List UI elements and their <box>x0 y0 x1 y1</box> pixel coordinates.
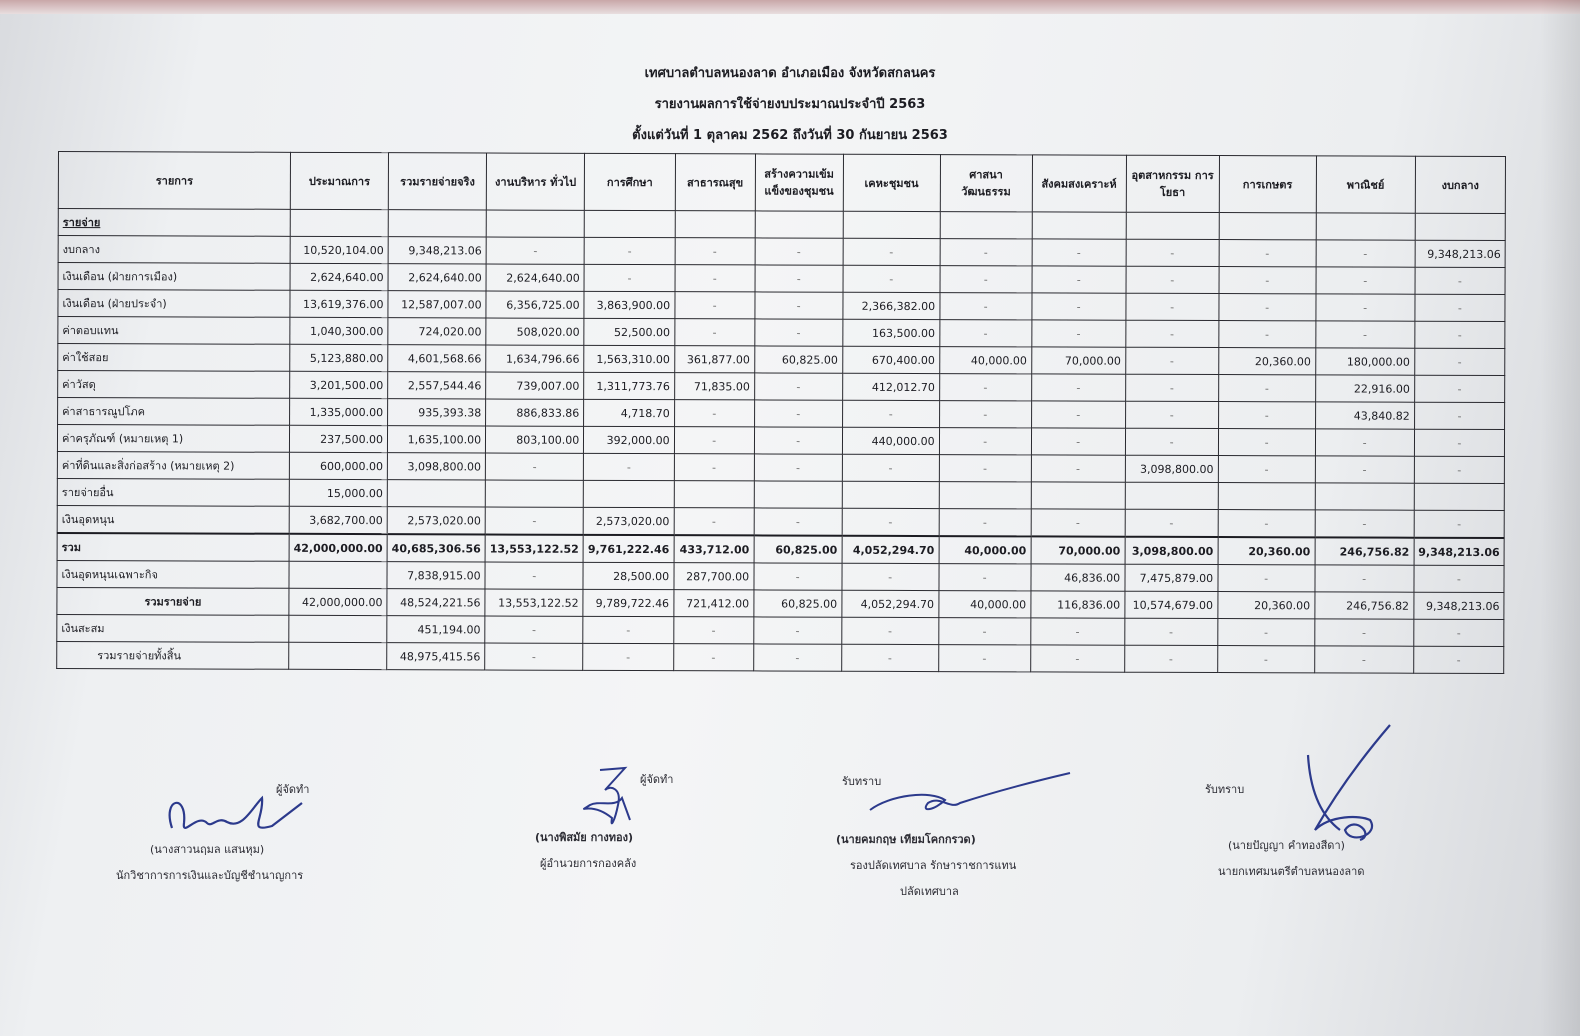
table-cell <box>754 481 842 508</box>
table-cell: - <box>674 427 754 454</box>
signature-1-position: นักวิชาการการเงินและบัญชีชำนาญการ <box>116 869 304 882</box>
table-cell <box>486 210 584 237</box>
table-cell: 287,700.00 <box>674 563 754 590</box>
table-cell: - <box>753 617 841 644</box>
table-cell: - <box>1125 320 1218 347</box>
signature-4-role: รับทราบ <box>1205 783 1245 796</box>
table-cell: 10,520,104.00 <box>290 236 388 263</box>
column-header: งานบริหาร ทั่วไป <box>486 153 584 210</box>
table-cell: 2,624,640.00 <box>290 263 388 290</box>
column-header: สังคมสงเคราะห์ <box>1032 155 1126 212</box>
table-cell: - <box>841 644 938 671</box>
table-cell: 803,100.00 <box>486 426 584 453</box>
table-cell <box>755 211 843 238</box>
table-cell: - <box>842 454 939 481</box>
table-cell: - <box>939 428 1031 455</box>
table-cell: - <box>675 238 755 265</box>
table-cell: - <box>675 265 755 292</box>
table-cell: 70,000.00 <box>1031 347 1125 374</box>
table-cell <box>387 480 485 507</box>
table-cell: - <box>755 265 843 292</box>
table-cell: 1,311,773.76 <box>584 372 675 399</box>
table-cell: 13,619,376.00 <box>290 290 388 317</box>
table-cell: 246,756.82 <box>1315 592 1414 619</box>
table-cell <box>1218 483 1315 510</box>
table-cell: 237,500.00 <box>289 425 387 452</box>
table-cell: 116,836.00 <box>1031 591 1125 618</box>
table-cell: 9,761,222.46 <box>583 535 674 563</box>
table-cell: - <box>1218 402 1315 429</box>
table-cell: - <box>674 400 754 427</box>
table-cell: - <box>1315 456 1414 483</box>
table-cell: - <box>1125 428 1218 455</box>
row-label-text: รวม <box>61 541 81 555</box>
table-cell: 412,012.70 <box>842 373 939 400</box>
row-label <box>57 533 289 561</box>
row-label-text: เงินอุดหนุน <box>61 513 115 527</box>
table-cell <box>842 481 939 508</box>
table-cell: - <box>485 616 583 643</box>
table-cell: 10,574,679.00 <box>1125 591 1218 618</box>
table-cell: - <box>1315 565 1414 592</box>
table-cell: - <box>673 617 753 644</box>
table-cell: 4,718.70 <box>584 399 675 426</box>
signature-1-name: (นางสาวนฤมล แสนหุม) <box>150 843 265 856</box>
row-label <box>58 317 290 345</box>
table-cell: - <box>754 319 842 346</box>
row-label-text: ค่าที่ดินและสิ่งก่อสร้าง (หมายเหตุ 2) <box>61 459 235 473</box>
table-cell: - <box>754 508 842 536</box>
row-label-text: รายจ่าย <box>62 216 101 230</box>
signature-3-mark <box>850 765 1080 835</box>
table-cell: 508,020.00 <box>486 318 584 345</box>
table-cell: - <box>754 400 842 427</box>
table-cell: 9,789,722.46 <box>583 589 674 616</box>
table-cell: 361,877.00 <box>674 346 754 373</box>
row-label-text: รวมรายจ่ายทั้งสิ้น <box>97 649 182 663</box>
table-cell: - <box>583 643 674 670</box>
table-cell <box>1219 213 1316 240</box>
table-cell: 1,040,300.00 <box>290 317 388 344</box>
table-cell: 3,863,900.00 <box>584 291 675 318</box>
row-label <box>57 641 289 669</box>
table-cell: - <box>1315 429 1414 456</box>
row-label-text: เงินสะสม <box>61 622 105 636</box>
table-cell: - <box>753 644 841 671</box>
row-label-text: ค่าครุภัณฑ์ (หมายเหตุ 1) <box>61 432 184 446</box>
row-label <box>58 398 290 426</box>
table-cell: 42,000,000.00 <box>289 534 387 562</box>
table-cell: - <box>1315 510 1414 538</box>
table-cell: - <box>1314 619 1413 646</box>
table-cell: - <box>939 455 1031 482</box>
table-cell: - <box>1218 429 1315 456</box>
table-cell: 40,685,306.56 <box>387 534 485 562</box>
table-cell: 48,524,221.56 <box>387 589 485 616</box>
table-cell: - <box>1315 321 1414 348</box>
table-cell: 1,563,310.00 <box>584 345 675 372</box>
row-label-text: ค่าวัสดุ <box>62 378 96 392</box>
table-cell: 48,975,415.56 <box>387 643 485 670</box>
table-cell: - <box>1126 239 1219 266</box>
table-cell: 9,348,213.06 <box>1415 240 1506 267</box>
column-header: การศึกษา <box>585 153 676 210</box>
table-cell: - <box>1125 374 1218 401</box>
row-label-text: งบกลาง <box>62 243 100 257</box>
signature-4-name: (นายปัญญา คำทองสีดา) <box>1228 839 1345 852</box>
table-cell: - <box>485 507 583 535</box>
table-cell: 600,000.00 <box>289 452 387 479</box>
table-cell: 40,000.00 <box>939 591 1031 618</box>
table-cell: - <box>842 400 939 427</box>
table-cell <box>584 210 675 237</box>
column-header: รายการ <box>58 152 290 210</box>
table-cell: - <box>939 509 1031 537</box>
table-cell: 2,624,640.00 <box>388 264 486 291</box>
table-cell: 9,348,213.06 <box>1414 592 1505 619</box>
table-cell: - <box>1032 293 1126 320</box>
row-label-text: รายจ่ายอื่น <box>61 486 114 500</box>
table-cell: 12,587,007.00 <box>388 291 486 318</box>
table-cell: 935,393.38 <box>388 399 486 426</box>
table-cell: 392,000.00 <box>584 426 675 453</box>
table-cell <box>843 211 940 238</box>
column-header: พาณิชย์ <box>1316 156 1415 213</box>
table-cell: - <box>1414 456 1505 483</box>
table-cell: - <box>1124 618 1217 645</box>
signature-4-position: นายกเทศมนตรีตำบลหนองลาด <box>1218 865 1365 878</box>
table-cell: 180,000.00 <box>1315 348 1414 375</box>
table-cell: - <box>674 508 754 536</box>
row-label <box>57 478 289 506</box>
table-cell: 724,020.00 <box>388 318 486 345</box>
table-cell: - <box>584 453 675 480</box>
row-label <box>58 209 290 237</box>
table-cell: - <box>940 239 1032 266</box>
table-cell: 4,052,294.70 <box>842 536 939 564</box>
column-header: ประมาณการ <box>290 152 388 209</box>
table-cell: 1,635,100.00 <box>388 426 486 453</box>
row-label <box>57 505 289 533</box>
table-cell: 451,194.00 <box>387 616 485 643</box>
row-label-text: ค่าสาธารณูปโภค <box>62 405 146 419</box>
table-cell: - <box>1125 509 1218 537</box>
table-cell: - <box>939 374 1031 401</box>
table-cell: - <box>1316 294 1415 321</box>
table-cell: - <box>1415 267 1506 294</box>
table-cell: 886,833.86 <box>486 399 584 426</box>
table-cell: - <box>1030 618 1124 645</box>
table-cell: 440,000.00 <box>842 427 939 454</box>
table-cell <box>583 480 674 507</box>
table-cell: - <box>485 643 583 670</box>
table-cell: - <box>1218 321 1315 348</box>
signature-2-position: ผู้อำนวยการกองคลัง <box>540 857 637 870</box>
table-cell: 20,360.00 <box>1218 537 1315 565</box>
table-cell: 2,557,544.46 <box>388 372 486 399</box>
table-cell <box>1031 482 1125 509</box>
column-header: เคหะชุมชน <box>843 154 940 211</box>
table-cell: - <box>1218 375 1315 402</box>
table-cell: - <box>939 320 1031 347</box>
table-cell: - <box>1031 401 1125 428</box>
table-cell: - <box>1125 401 1218 428</box>
signature-4-mark <box>1290 720 1400 850</box>
row-label <box>57 451 289 479</box>
paper-shadow <box>1540 0 1580 1036</box>
table-cell <box>939 482 1031 509</box>
document-subtitle: รายงานผลการใช้จ่ายงบประมาณประจำปี 2563 <box>654 97 926 112</box>
table-cell: - <box>1219 267 1316 294</box>
table-cell: 13,553,122.52 <box>485 589 583 616</box>
table-cell: - <box>1031 320 1125 347</box>
table-cell: - <box>754 563 842 590</box>
table-cell: - <box>1217 646 1314 673</box>
table-cell: - <box>939 401 1031 428</box>
column-header: อุตสาหกรรม การโยธา <box>1126 155 1219 212</box>
table-cell: 9,348,213.06 <box>1414 538 1505 566</box>
row-label-text: ค่าตอบแทน <box>62 324 119 338</box>
table-cell: - <box>1031 509 1125 537</box>
table-cell: - <box>1218 510 1315 538</box>
table-cell: - <box>1218 456 1315 483</box>
table-cell: 3,098,800.00 <box>1125 537 1218 565</box>
table-cell: 20,360.00 <box>1218 348 1315 375</box>
table-cell: - <box>486 237 584 264</box>
table-cell: - <box>673 644 753 671</box>
table-cell: - <box>1031 455 1125 482</box>
signature-3-role: รับทราบ <box>842 775 882 788</box>
table-cell: - <box>674 454 754 481</box>
table-cell: 46,836.00 <box>1031 564 1125 591</box>
table-cell: 15,000.00 <box>289 479 387 506</box>
table-cell: 739,007.00 <box>486 372 584 399</box>
table-cell: - <box>1217 619 1314 646</box>
table-cell <box>1316 213 1415 240</box>
table-cell: - <box>841 617 938 644</box>
table-cell: - <box>843 238 940 265</box>
table-cell: - <box>940 266 1032 293</box>
table-cell: 2,573,020.00 <box>387 507 485 535</box>
table-cell: - <box>938 618 1030 645</box>
table-cell: - <box>485 562 583 589</box>
table-cell <box>1126 212 1219 239</box>
column-header: รวมรายจ่ายจริง <box>388 153 486 210</box>
table-cell <box>1032 212 1126 239</box>
table-cell: 3,201,500.00 <box>290 371 388 398</box>
table-cell: 163,500.00 <box>842 319 939 346</box>
table-cell: 52,500.00 <box>584 318 675 345</box>
table-cell: 246,756.82 <box>1315 537 1414 565</box>
table-cell: - <box>1414 429 1505 456</box>
table-cell: - <box>843 265 940 292</box>
row-label <box>57 614 289 642</box>
table-cell: - <box>1414 321 1505 348</box>
column-header: สร้างความเข้ม แข็งของชุมชน <box>755 154 843 211</box>
table-cell: 60,825.00 <box>754 535 842 563</box>
table-header-row <box>58 152 1505 214</box>
table-cell: 20,360.00 <box>1218 592 1315 619</box>
table-cell: 670,400.00 <box>842 346 939 373</box>
table-cell: - <box>1031 374 1125 401</box>
table-cell: - <box>583 616 674 643</box>
table-cell: - <box>1126 266 1219 293</box>
table-cell: 13,553,122.52 <box>485 534 583 562</box>
row-label-text: เงินเดือน (ฝ่ายประจำ) <box>62 297 167 311</box>
row-label-text: ค่าใช้สอย <box>62 351 109 365</box>
table-cell: - <box>1413 619 1504 646</box>
row-label <box>57 587 289 615</box>
row-label <box>58 371 290 399</box>
table-cell: 2,573,020.00 <box>583 507 674 535</box>
row-label <box>58 344 290 372</box>
table-cell: 9,348,213.06 <box>388 237 486 264</box>
table-cell <box>388 210 486 237</box>
row-label <box>57 560 289 588</box>
table-cell: - <box>754 373 842 400</box>
table-cell: - <box>1414 510 1505 538</box>
table-cell <box>1125 482 1218 509</box>
table-cell: 71,835.00 <box>674 373 754 400</box>
column-header: ศาสนา วัฒนธรรม <box>940 155 1032 212</box>
row-label <box>58 236 290 264</box>
row-label-text: เงินเดือน (ฝ่ายการเมือง) <box>62 270 178 284</box>
table-cell: - <box>755 292 843 319</box>
table-cell: 433,712.00 <box>674 535 754 563</box>
document-period: ตั้งแต่วันที่ 1 ตุลาคม 2562 ถึงวันที่ 30 กันยายน 2563 <box>632 128 948 143</box>
signature-3-position: รองปลัดเทศบาล รักษาราชการแทน <box>850 859 1017 872</box>
table-cell: - <box>674 319 754 346</box>
document-title: เทศบาลตำบลหนองลาด อำเภอเมือง จังหวัดสกลนคร <box>644 66 936 81</box>
signature-2-name: (นางพิสมัย กางทอง) <box>535 831 634 844</box>
row-label <box>58 290 290 318</box>
table-cell: - <box>1219 240 1316 267</box>
table-cell: - <box>939 564 1031 591</box>
table-cell: - <box>1414 565 1505 592</box>
row-label <box>58 263 290 291</box>
table-cell <box>290 209 388 236</box>
table-cell: - <box>1314 646 1413 673</box>
table-cell: 1,335,000.00 <box>290 398 388 425</box>
table-cell: - <box>1413 646 1504 673</box>
table-cell: - <box>1031 428 1125 455</box>
table-cell: 42,000,000.00 <box>289 588 387 615</box>
row-label-text: เงินอุดหนุนเฉพาะกิจ <box>61 568 158 582</box>
table-cell <box>940 212 1032 239</box>
table-cell: 22,916.00 <box>1315 375 1414 402</box>
table-cell: 1,634,796.66 <box>486 345 584 372</box>
table-cell: 7,475,879.00 <box>1125 564 1218 591</box>
table-cell: 60,825.00 <box>754 346 842 373</box>
signature-2-role: ผู้จัดทำ <box>640 773 674 786</box>
table-cell: 3,098,800.00 <box>1125 455 1218 482</box>
table-cell <box>674 481 754 508</box>
table-cell: - <box>1030 645 1124 672</box>
table-row <box>57 641 1504 673</box>
table-cell: - <box>940 293 1032 320</box>
table-cell: - <box>1032 239 1126 266</box>
table-cell: 2,366,382.00 <box>843 292 940 319</box>
table-cell: 70,000.00 <box>1031 536 1125 564</box>
table-cell: 60,825.00 <box>754 590 842 617</box>
budget-table <box>56 151 1506 674</box>
table-cell: - <box>1126 293 1219 320</box>
table-cell: - <box>1414 402 1505 429</box>
table-cell: - <box>754 427 842 454</box>
table-cell: - <box>486 453 584 480</box>
table-cell: 28,500.00 <box>583 562 674 589</box>
table-cell: 40,000.00 <box>939 347 1031 374</box>
table-cell: - <box>755 238 843 265</box>
column-header: งบกลาง <box>1415 156 1506 213</box>
row-label-text: รวมรายจ่าย <box>144 595 202 609</box>
table-cell: - <box>1219 294 1316 321</box>
table-cell: - <box>754 454 842 481</box>
table-cell: - <box>1125 347 1218 374</box>
table-cell: 2,624,640.00 <box>486 264 584 291</box>
table-cell: - <box>1316 267 1415 294</box>
table-cell: - <box>1124 645 1217 672</box>
table-cell: - <box>584 264 675 291</box>
table-cell: - <box>1218 565 1315 592</box>
signature-1-role: ผู้จัดทำ <box>276 783 310 796</box>
table-cell: - <box>1414 348 1505 375</box>
table-cell: 721,412.00 <box>674 590 754 617</box>
table-cell: - <box>1414 375 1505 402</box>
table-cell: 43,840.82 <box>1315 402 1414 429</box>
table-cell: - <box>1415 294 1506 321</box>
table-cell: - <box>1316 240 1415 267</box>
table-cell <box>1415 213 1506 240</box>
table-cell <box>485 480 583 507</box>
table-cell <box>289 615 387 642</box>
table-cell: 6,356,725.00 <box>486 291 584 318</box>
column-header: การเกษตร <box>1219 156 1316 213</box>
table-cell: - <box>1032 266 1126 293</box>
table-cell <box>1414 483 1505 510</box>
table-cell: - <box>675 292 755 319</box>
table-cell: - <box>842 508 939 536</box>
table-cell: 7,838,915.00 <box>387 562 485 589</box>
background-edge <box>0 0 1580 14</box>
table-cell: - <box>842 563 939 590</box>
signature-3-position-2: ปลัดเทศบาล <box>900 885 959 898</box>
table-cell: 3,098,800.00 <box>387 453 485 480</box>
table-cell: 40,000.00 <box>939 536 1031 564</box>
table-cell: 4,601,568.66 <box>388 345 486 372</box>
table-cell <box>675 211 755 238</box>
column-header: สาธารณสุข <box>675 154 755 211</box>
table-cell: - <box>938 645 1030 672</box>
signature-3-name: (นายคมกฤษ เทียมโคกกรวด) <box>836 833 976 846</box>
table-cell <box>1315 483 1414 510</box>
table-cell <box>289 642 387 669</box>
table-cell: 5,123,880.00 <box>290 344 388 371</box>
table-cell: - <box>584 237 675 264</box>
table-cell: 3,682,700.00 <box>289 506 387 534</box>
table-cell <box>289 561 387 588</box>
row-label <box>57 425 289 453</box>
table-cell: 4,052,294.70 <box>842 590 939 617</box>
